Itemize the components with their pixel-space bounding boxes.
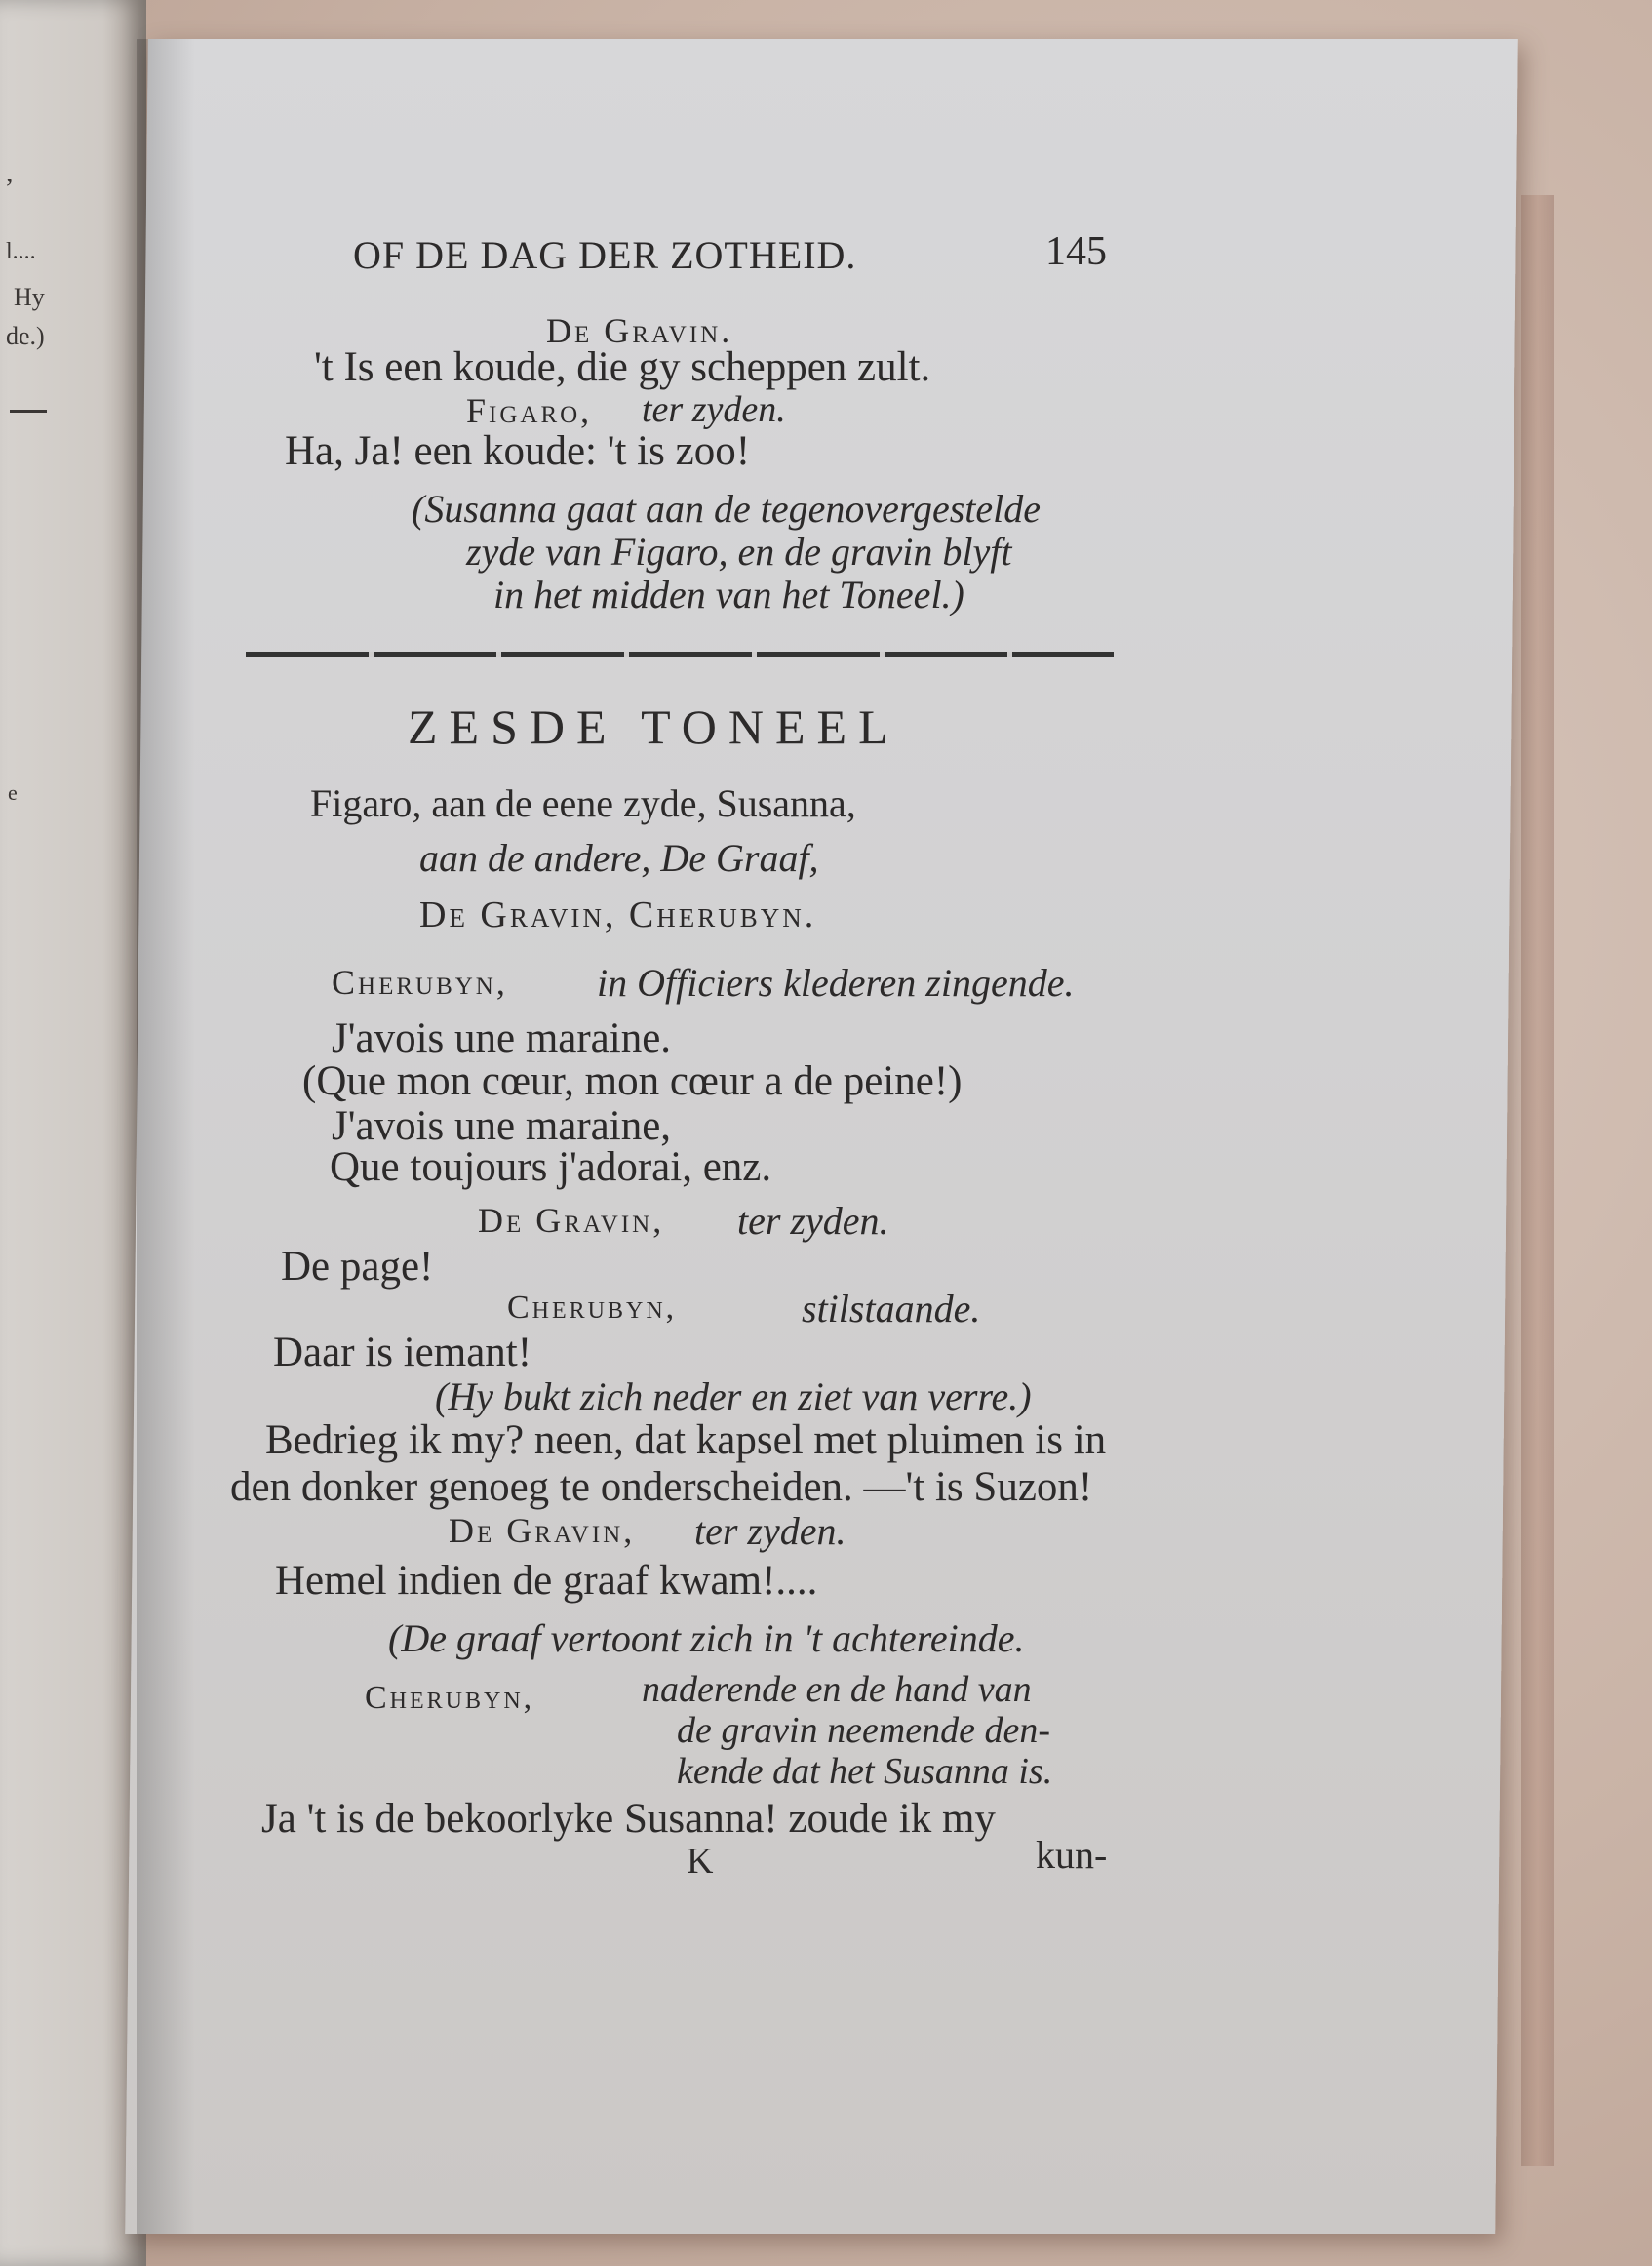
speaker-name: Figaro, xyxy=(466,391,593,430)
dialogue-line: Daar is iemant! xyxy=(273,1330,532,1375)
stage-direction: de gravin neemende den- xyxy=(677,1710,1051,1751)
left-page-rule xyxy=(10,410,47,413)
stage-direction: in Officiers klederen zingende. xyxy=(597,961,1075,1005)
signature-mark: K xyxy=(687,1841,714,1882)
running-title: OF DE DAG DER ZOTHEID. xyxy=(353,233,857,277)
dialogue-line: Bedrieg ik my? neen, dat kapsel met pluimen is in xyxy=(265,1417,1107,1463)
song-line: Que toujours j'adorai, enz. xyxy=(330,1144,772,1190)
song-line: J'avois une maraine. xyxy=(332,1015,672,1061)
speaker-name: Cherubyn, xyxy=(365,1680,535,1716)
stage-direction: naderende en de hand van xyxy=(642,1669,1032,1710)
stage-direction: in het midden van het Toneel.) xyxy=(493,573,964,616)
song-line: (Que mon cœur, mon cœur a de peine!) xyxy=(302,1058,963,1104)
speaker-name: Cherubyn, xyxy=(507,1290,678,1326)
stage-direction: ter zyden. xyxy=(642,389,786,430)
dialogue-line: Ja 't is de bekoorlyke Susanna! zoude ik my xyxy=(261,1796,996,1842)
section-divider xyxy=(246,652,1114,657)
stage-direction: ter zyden. xyxy=(737,1199,889,1243)
left-page-fragment: Hy xyxy=(14,283,45,311)
song-line: J'avois une maraine, xyxy=(332,1103,672,1149)
speaker-name: De Gravin. xyxy=(546,311,733,350)
speaker-name: De Gravin, xyxy=(478,1201,665,1240)
stage-direction: kende dat het Susanna is. xyxy=(677,1751,1053,1792)
stage-direction: (Susanna gaat aan de tegenovergestelde xyxy=(412,487,1042,531)
stage-direction: (De graaf vertoont zich in 't achtereinde. xyxy=(388,1616,1025,1660)
catchword: kun- xyxy=(1036,1833,1108,1877)
cast-list-line: De Gravin, Cherubyn. xyxy=(419,894,817,935)
dialogue-line: 't Is een koude, die gy scheppen zult. xyxy=(314,344,931,390)
left-facing-page xyxy=(0,0,146,2266)
dialogue-line: De page! xyxy=(281,1244,434,1290)
speaker-name: De Gravin, xyxy=(449,1511,636,1550)
dialogue-line: den donker genoeg te onderscheiden. —'t is Suzon! xyxy=(230,1464,1093,1510)
left-page-fragment: l.... xyxy=(6,239,36,264)
stage-direction: zyde van Figaro, en de gravin blyft xyxy=(466,530,1012,574)
stage-direction: ter zyden. xyxy=(694,1509,846,1553)
page-edge xyxy=(1521,195,1554,2166)
speaker-name: Cherubyn, xyxy=(332,963,508,1002)
gutter-shadow xyxy=(137,39,195,2234)
cast-list-line: Figaro, aan de eene zyde, Susanna, xyxy=(310,781,856,825)
stage-direction: stilstaande. xyxy=(802,1287,981,1331)
dialogue-line: Hemel indien de graaf kwam!.... xyxy=(275,1558,818,1604)
scene-heading: ZESDE TONEEL xyxy=(408,699,900,754)
left-page-fragment: , xyxy=(6,156,14,188)
left-page-fragment: de.) xyxy=(6,322,45,350)
left-page-fragment: e xyxy=(8,780,18,805)
stage-direction: (Hy bukt zich neder en ziet van verre.) xyxy=(435,1374,1032,1418)
page-number: 145 xyxy=(1045,229,1107,274)
dialogue-line: Ha, Ja! een koude: 't is zoo! xyxy=(285,428,751,474)
cast-list-line: aan de andere, De Graaf, xyxy=(419,836,819,880)
